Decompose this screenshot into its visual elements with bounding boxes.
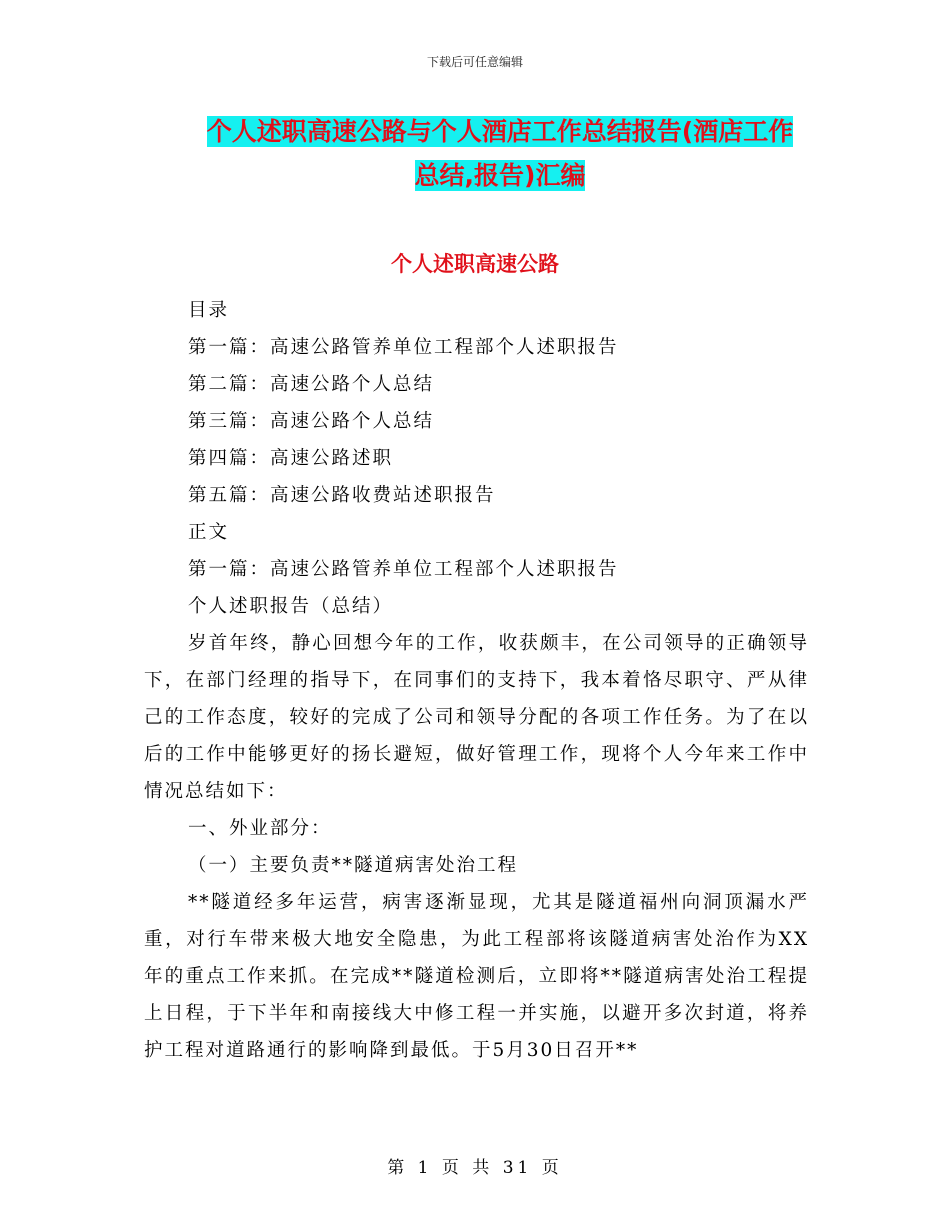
toc-item-5: 第五篇：高速公路收费站述职报告 [188, 485, 496, 506]
document-body [144, 292, 809, 1069]
toc-item-2: 第二篇：高速公路个人总结 [188, 374, 435, 395]
paragraph-tunnel: **隧道经多年运营，病害逐渐显现，尤其是隧道福州向洞顶漏水严重，对行车带来极大地安全隐患，为此工程部将该隧道病害处治作为XX年的重点工作来抓。在完成**隧道检测后，立即将**隧道病害处治工程提上日程，于下半年和南接线大中修工程一并实施，以避开多次封道，将养护工程对道路通行的影响降到最低。于5月30日召开** [144, 892, 809, 1061]
body-heading: 正文 [188, 522, 230, 543]
header-note: 下载后可任意编辑 [426, 55, 523, 69]
report-title: 个人述职报告（总结） [188, 596, 394, 617]
document-title-line-2: 总结,报告)汇编 [414, 161, 586, 190]
page-number: 第 1 页 共 31 页 [387, 1158, 563, 1178]
toc-item-4: 第四篇：高速公路述职 [188, 448, 394, 469]
subsection-heading-tunnel: （一）主要负责**隧道病害处治工程 [188, 855, 519, 876]
toc-item-1: 第一篇：高速公路管养单位工程部个人述职报告 [188, 337, 619, 358]
toc-heading: 目录 [188, 300, 230, 321]
paragraph-intro: 岁首年终，静心回想今年的工作，收获颇丰，在公司领导的正确领导下，在部门经理的指导下，在同事们的支持下，我本着恪尽职守、严从律己的工作态度，较好的完成了公司和领导分配的各项工作任务。为了在以后的工作中能够更好的扬长避短，做好管理工作，现将个人今年来工作中情况总结如下： [144, 633, 809, 802]
document-title [140, 110, 860, 198]
toc-item-3: 第三篇：高速公路个人总结 [188, 411, 435, 432]
section-heading-fieldwork: 一、外业部分： [188, 818, 332, 839]
document-title-line-1: 个人述职高速公路与个人酒店工作总结报告(酒店工作 [206, 117, 794, 146]
section-title: 个人述职高速公路 [391, 252, 559, 276]
chapter-title: 第一篇：高速公路管养单位工程部个人述职报告 [188, 559, 619, 580]
